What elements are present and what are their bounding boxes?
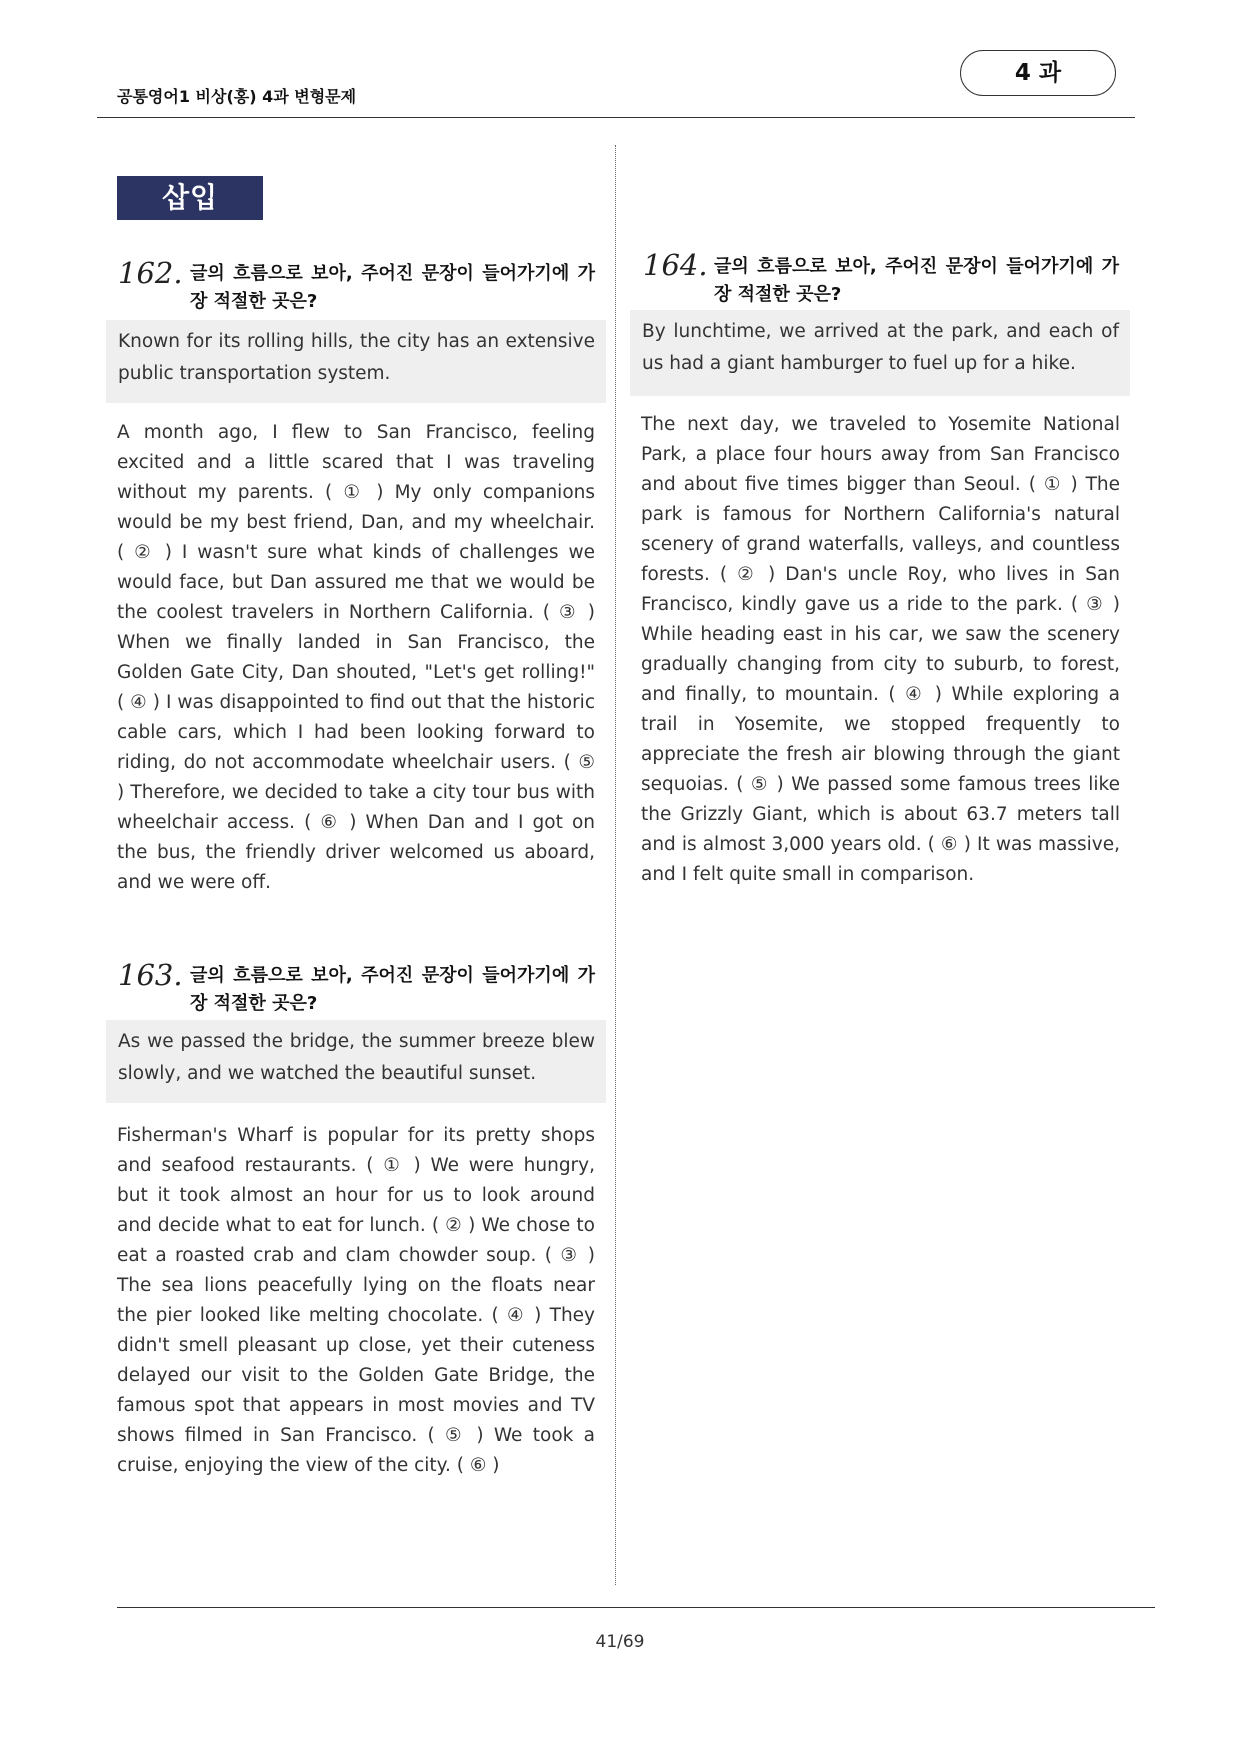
section-label: 삽입 — [117, 176, 263, 220]
chapter-badge: 4 과 — [960, 50, 1116, 96]
reading-passage: The next day, we traveled to Yosemite National Park, a place four hours away from San Francisco and about five times bigger than Seoul. ( ① ) The park is famous for Northern California's natural scenery of grand waterfalls, valleys, and countless forests. ( ② ) Dan's uncle Roy, who lives in San Francisco, kindly gave us a ride to the park. ( ③ ) While heading east in his car, we saw the scenery gradually changing from city to suburb, to forest, and finally, to mountain. ( ④ ) While exploring a trail in Yosemite, we stopped frequently to appreciate the fresh air blowing through the giant sequoias. ( ⑤ ) We passed some famous trees like the Grizzly Giant, which is about 63.7 meters tall and is almost 3,000 years old. ( ⑥ ) It was massive, and I felt quite small in comparison. — [641, 414, 1120, 885]
reading-passage: Fisherman's Wharf is popular for its pretty shops and seafood restaurants. ( ① ) We were hungry, but it took almost an hour for us to look around and decide what to eat for lunch. ( ② ) We chose to eat a roasted crab and clam chowder soup. ( ③ ) The sea lions peacefully lying on the floats near the pier looked like melting chocolate. ( ④ ) They didn't smell pleasant up close, yet their cuteness delayed our visit to the Golden Gate Bridge, the famous spot that appears in most movies and TV shows filmed in San Francisco. ( ⑤ ) We took a cruise, enjoying the view of the city. ( ⑥ ) — [117, 1125, 595, 1476]
question-number: 163. — [118, 958, 183, 992]
question-prompt: 글의 흐름으로 보아, 주어진 문장이 들어가기에 가장 적절한 곳은? — [190, 263, 595, 312]
given-sentence-box: As we passed the bridge, the summer breeze blew slowly, and we watched the beautiful sunset. — [106, 1020, 606, 1103]
question-prompt: 글의 흐름으로 보아, 주어진 문장이 들어가기에 가장 적절한 곳은? — [190, 965, 595, 1014]
question-number: 162. — [118, 256, 183, 290]
footer-divider — [117, 1607, 1155, 1608]
document-header-title: 공통영어1 비상(홍) 4과 변형문제 — [117, 87, 357, 106]
reading-passage: A month ago, I flew to San Francisco, feeling excited and a little scared that I was traveling without my parents. ( ① ) My only companions would be my best friend, Dan, and my wheelchair. ( ② ) I wasn't sure what kinds of challenges we would face, but Dan assured me that we would be the coolest travelers in Northern California. ( ③ ) When we finally landed in San Francisco, the Golden Gate City, Dan shouted, "Let's get rolling!" ( ④ ) I was disappointed to find out that the historic cable cars, which I had been looking forward to riding, do not accommodate wheelchair users. ( ⑤ ) Therefore, we decided to take a city tour bus with wheelchair access. ( ⑥ ) When Dan and I got on the bus, the friendly driver welcomed us aboard, and we were off. — [117, 422, 595, 893]
header-divider — [97, 117, 1135, 118]
question-prompt: 글의 흐름으로 보아, 주어진 문장이 들어가기에 가장 적절한 곳은? — [714, 256, 1119, 305]
page-number: 41/69 — [595, 1632, 645, 1652]
given-sentence-box: Known for its rolling hills, the city has an extensive public transportation system. — [106, 320, 606, 403]
column-divider — [615, 145, 616, 1585]
given-sentence-box: By lunchtime, we arrived at the park, and each of us had a giant hamburger to fuel up for a hike. — [630, 310, 1130, 396]
question-number: 164. — [643, 248, 708, 282]
